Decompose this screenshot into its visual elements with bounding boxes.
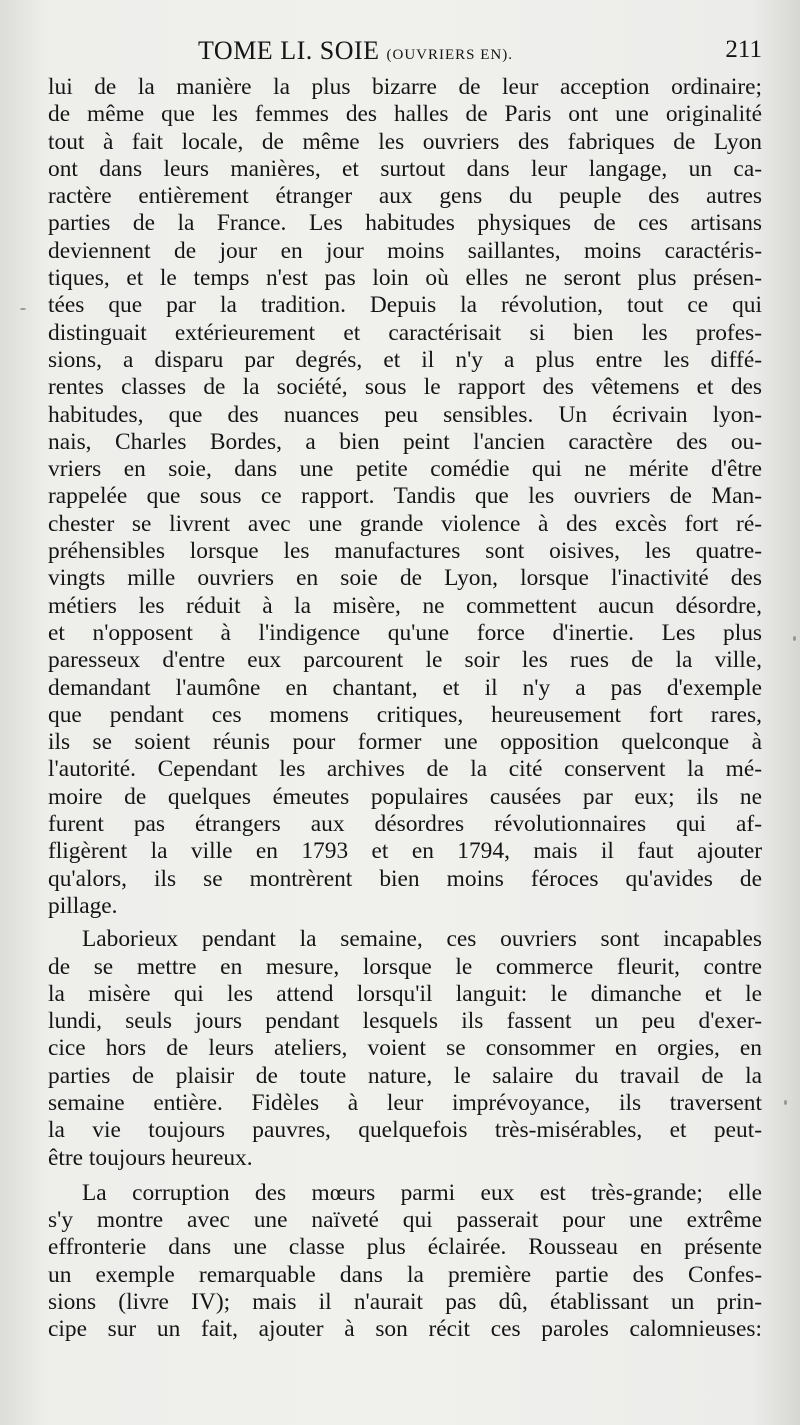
text-line: ils se soient réunis pour former une opposition quelconque à (48, 729, 762, 756)
text-line: cice hors de leurs ateliers, voient se consommer en orgies, en (48, 1035, 762, 1062)
text-line: de se mettre en mesure, lorsque le commerce fleurit, contre (48, 953, 762, 980)
text-line: préhensibles lorsque les manufactures sont oisives, les quatre- (48, 538, 762, 565)
text-line: rappelée que sous ce rapport. Tandis que les ouvriers de Man- (48, 483, 762, 510)
text-line: de même que les femmes des halles de Paris ont une originalité (48, 101, 762, 128)
text-line: sions, a disparu par degrés, et il n'y a plus entre les diffé- (48, 346, 762, 373)
running-header (44, 36, 762, 70)
text-line: un exemple remarquable dans la première partie des Confes- (48, 1261, 762, 1288)
text-line: fligèrent la ville en 1793 et en 1794, mais il faut ajouter (48, 838, 762, 865)
text-line: demandant l'aumône en chantant, et il n'y a pas d'exemple (48, 674, 762, 701)
text-line: ractère entièrement étranger aux gens du peuple des autres (48, 183, 762, 210)
text-line: tiques, et le temps n'est pas loin où elles ne seront plus présen- (48, 265, 762, 292)
text-line: être toujours heureux. (48, 1144, 253, 1171)
text-line: nais, Charles Bordes, a bien peint l'ancien caractère des ou- (48, 428, 762, 455)
running-title-main: TOME LI. SOIE (198, 36, 380, 65)
text-line: cipe sur un fait, ajouter à son récit ces paroles calomnieuses: (48, 1316, 762, 1343)
text-line: sions (livre IV); mais il n'aurait pas dû, établissant un prin- (48, 1289, 762, 1316)
text-line: pillage. (48, 892, 118, 919)
ink-spot (793, 636, 796, 641)
text-line: furent pas étrangers aux désordres révolutionnaires qui af- (48, 811, 762, 838)
text-line: l'autorité. Cependant les archives de la cité conservent la mé- (48, 756, 762, 783)
text-line: lundi, seuls jours pendant lesquels ils fassent un peu d'exer- (48, 1008, 762, 1035)
text-line: rentes classes de la société, sous le rapport des vêtemens et des (48, 374, 762, 401)
paragraph-3 (48, 1180, 762, 1344)
text-line: parties de la France. Les habitudes physiques de ces artisans (48, 210, 762, 237)
text-line: effronterie dans une classe plus éclairée. Rousseau en présente (48, 1234, 762, 1261)
text-line: tées que par la tradition. Depuis la révolution, tout ce qui (48, 292, 762, 319)
text-line: la vie toujours pauvres, quelquefois très-misérables, et peut- (48, 1117, 762, 1144)
text-line: Laborieux pendant la semaine, ces ouvriers sont incapables (82, 926, 762, 953)
text-line: la misère qui les attend lorsqu'il languit: le dimanche et le (48, 980, 762, 1007)
text-line: distinguait extérieurement et caractérisait si bien les profes- (48, 319, 762, 346)
text-line: tout à fait locale, de même les ouvriers des fabriques de Lyon (48, 128, 762, 155)
text-line: ont dans leurs manières, et surtout dans leur langage, un ca- (48, 155, 762, 182)
running-title-parenthetical: (OUVRIERS EN). (386, 47, 514, 63)
paragraph-1 (48, 74, 762, 920)
text-line: que pendant ces momens critiques, heureusement fort rares, (48, 701, 762, 728)
text-line: parties de plaisir de toute nature, le salaire du travail de la (48, 1062, 762, 1089)
text-line: qu'alors, ils se montrèrent bien moins féroces qu'avides de (48, 865, 762, 892)
text-line: semaine entière. Fidèles à leur imprévoyance, ils traversent (48, 1089, 762, 1116)
text-line: métiers les réduit à la misère, ne commettent aucun désordre, (48, 592, 762, 619)
text-line: lui de la manière la plus bizarre de leur acception ordinaire; (48, 74, 762, 100)
body-text (48, 74, 762, 1344)
text-line: et n'opposent à l'indigence qu'une force d'inertie. Les plus (48, 619, 762, 646)
ink-spot (784, 1100, 787, 1105)
paragraph-2 (48, 926, 762, 1172)
text-line: La corruption des mœurs parmi eux est très-grande; elle (82, 1179, 762, 1206)
running-title (198, 36, 513, 66)
text-line: moire de quelques émeutes populaires causées par eux; ils ne (48, 783, 762, 810)
text-line: habitudes, que des nuances peu sensibles. Un écrivain lyon- (48, 401, 762, 428)
text-line: paresseux d'entre eux parcourent le soir les rues de la ville, (48, 647, 762, 674)
text-line: chester se livrent avec une grande violence à des excès fort ré- (48, 510, 762, 537)
text-line: vingts mille ouvriers en soie de Lyon, lorsque l'inactivité des (48, 565, 762, 592)
text-line: s'y montre avec une naïveté qui passerait pour une extrême (48, 1207, 762, 1234)
text-line: deviennent de jour en jour moins saillantes, moins caractéris- (48, 237, 762, 264)
text-line: vriers en soie, dans une petite comédie qui ne mérite d'être (48, 456, 762, 483)
page-number: 211 (725, 36, 762, 63)
ink-spot (20, 308, 26, 310)
